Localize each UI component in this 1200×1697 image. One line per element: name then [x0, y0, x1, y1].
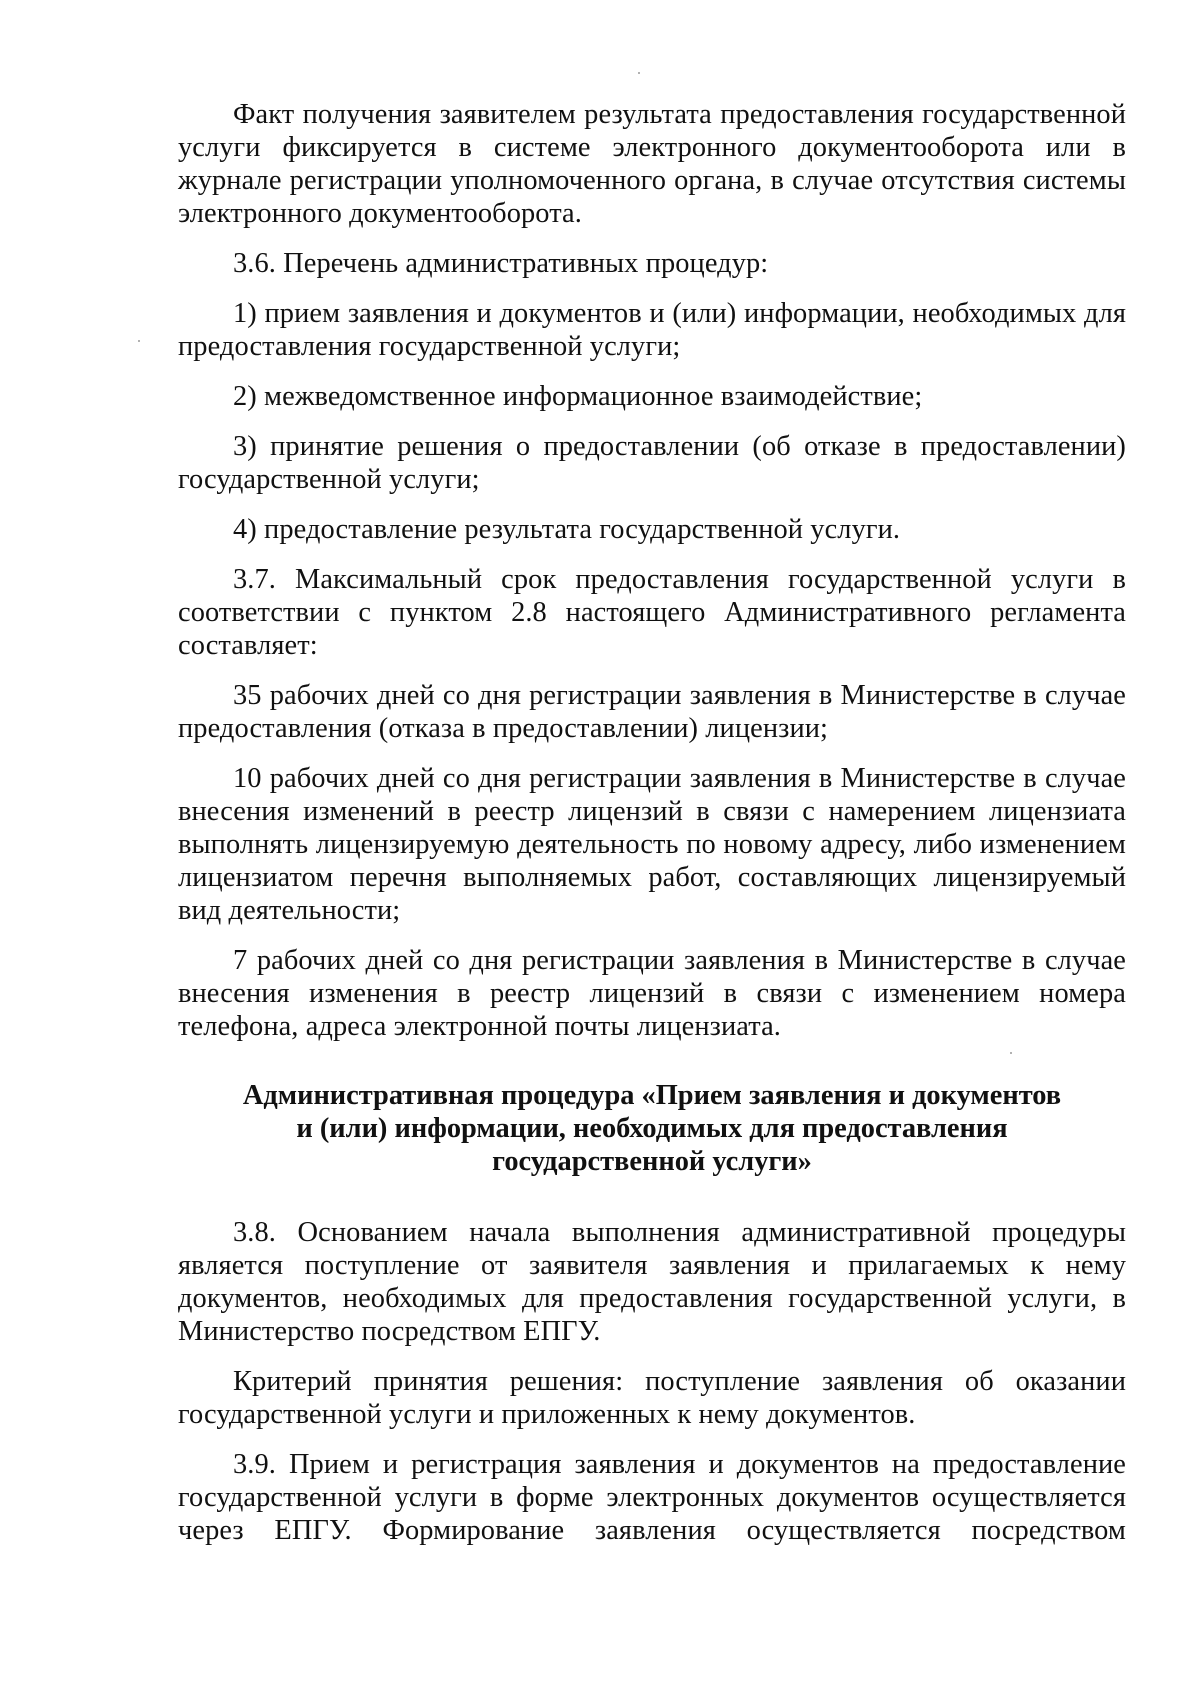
- section-heading-line: государственной услуги»: [492, 1146, 812, 1177]
- procedure-item-3: 3) принятие решения о предоставлении (об отказе в предоставлении) государственной услуги;: [178, 431, 1126, 495]
- paragraph-3-9: 3.9. Прием и регистрация заявления и документов на предоставление государственной услуги в форме электронных документов осуществляется через ЕПГУ. Формирование заявления осуществляется посредством: [178, 1449, 1126, 1546]
- term-10-days: 10 рабочих дней со дня регистрации заявления в Министерстве в случае внесения изменений в реестр лицензий в связи с намерением лицензиата выполнять лицензируемую деятельность по новому адресу, либо изменением лицензиатом перечня выполняемых работ, составляющих лицензируемый вид деятельности;: [178, 763, 1126, 926]
- procedure-item-1: 1) прием заявления и документов и (или) информации, необходимых для предоставления государственной услуги;: [178, 298, 1126, 362]
- section-heading-line: и (или) информации, необходимых для предоставления: [296, 1113, 1008, 1144]
- scan-speck: [138, 340, 140, 342]
- term-35-days: 35 рабочих дней со дня регистрации заявления в Министерстве в случае предоставления (отказа в предоставлении) лицензии;: [178, 680, 1126, 744]
- section-heading: [178, 1079, 1126, 1178]
- section-heading-line: Административная процедура «Прием заявления и документов: [242, 1080, 1062, 1111]
- scan-speck: [638, 72, 640, 74]
- term-7-days: 7 рабочих дней со дня регистрации заявления в Министерстве в случае внесения изменения в реестр лицензий в связи с изменением номера телефона, адреса электронной почты лицензиата.: [178, 945, 1126, 1042]
- paragraph-3-8: 3.8. Основанием начала выполнения административной процедуры является поступление от заявителя заявления и прилагаемых к нему документов, необходимых для предоставления государственной услуги, в Министерство посредством ЕПГУ.: [178, 1217, 1126, 1347]
- procedure-item-2: 2) межведомственное информационное взаимодействие;: [233, 381, 923, 412]
- paragraph-3-7: 3.7. Максимальный срок предоставления государственной услуги в соответствии с пунктом 2.8 настоящего Административного регламента составляет:: [178, 564, 1126, 661]
- paragraph-decision-criterion: Критерий принятия решения: поступление заявления об оказании государственной услуги и приложенных к нему документов.: [178, 1366, 1126, 1430]
- procedure-item-4: 4) предоставление результата государственной услуги.: [233, 514, 901, 545]
- document-body: [178, 98, 1126, 1564]
- paragraph-result-fixation: Факт получения заявителем результата предоставления государственной услуги фиксируется в системе электронного документооборота или в журнале регистрации уполномоченного органа, в случае отсутствия системы электронного документооборота.: [178, 99, 1126, 229]
- paragraph-3-6-title: 3.6. Перечень административных процедур:: [233, 248, 769, 279]
